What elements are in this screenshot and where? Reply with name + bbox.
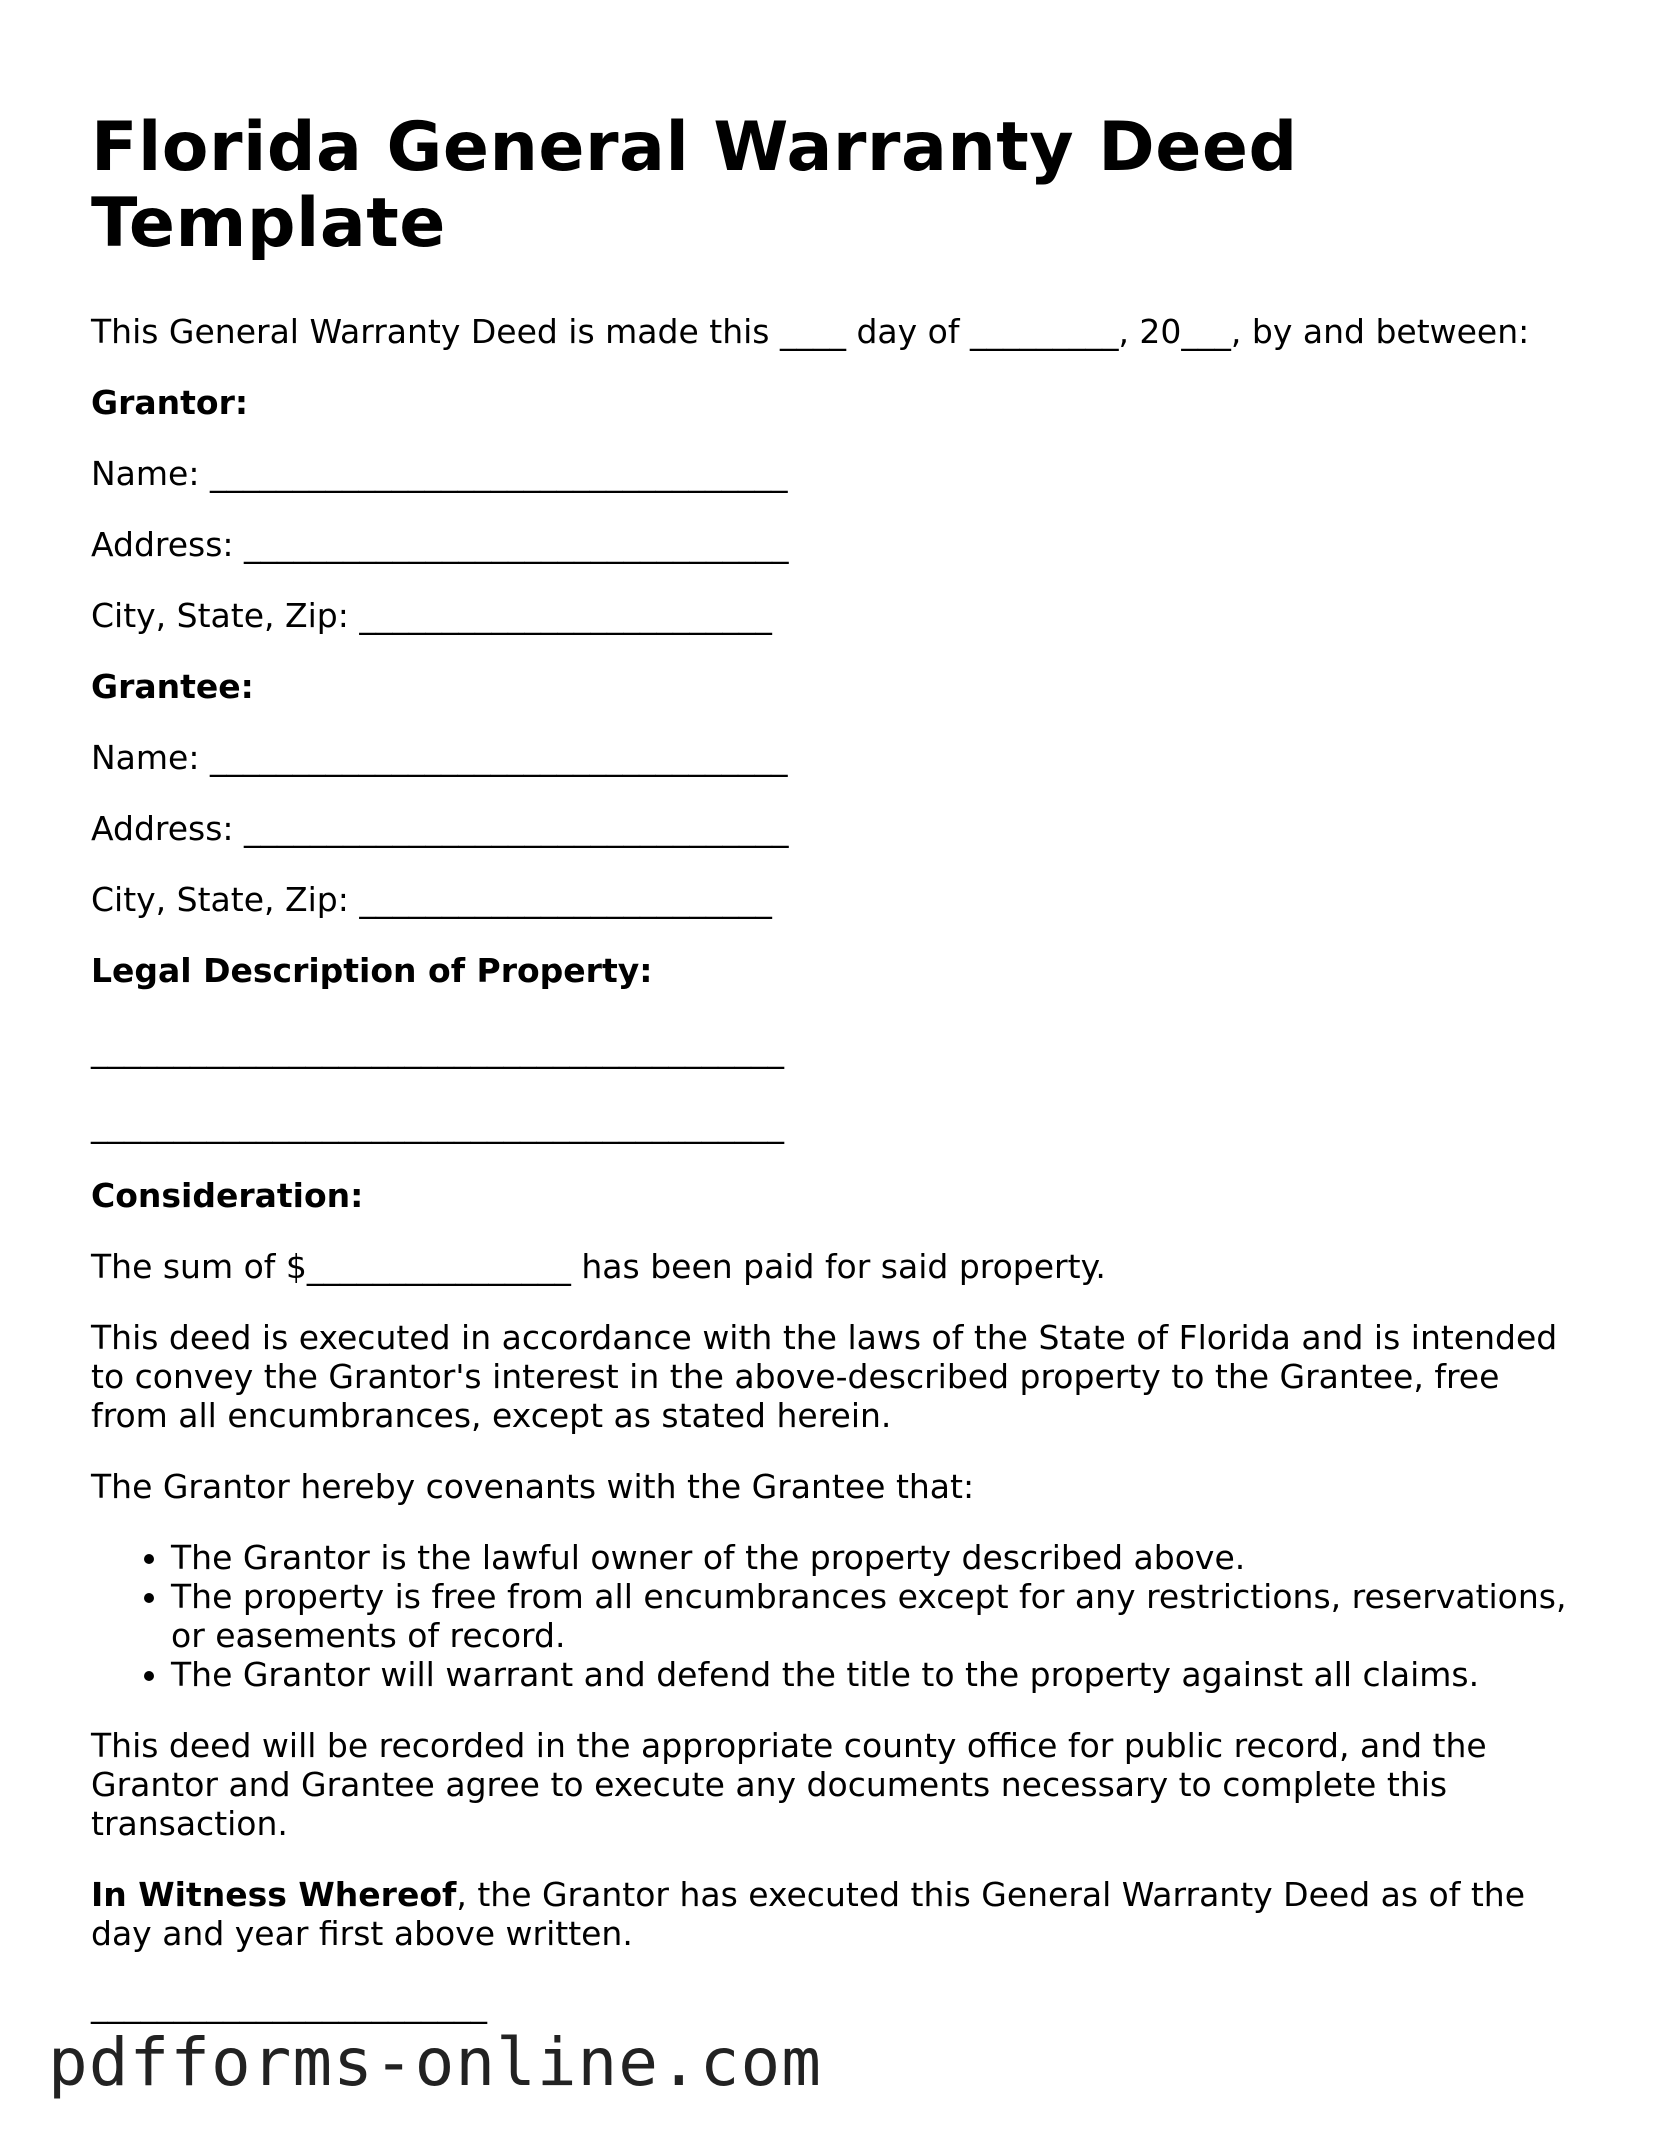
grantee-name-field: Name: ___________________________________ [91,738,788,777]
grantor-heading: Grantor: [91,383,249,422]
legal-description-line-2: __________________________________________ [91,1105,784,1144]
document-title: Florida General Warranty Deed Template [91,108,1298,263]
watermark-text: pdfforms-online.com [48,2024,822,2101]
legal-description-line-1: __________________________________________ [91,1030,784,1069]
document-page [91,110,1571,2024]
witness-paragraph [91,1875,1571,1953]
legal-description-heading: Legal Description of Property: [91,951,653,990]
witness-bold: In Witness Whereof [91,1875,457,1914]
witness-rest: , the Grantor has executed this General Warranty Deed as of the day and year first above written. [91,1875,1525,1953]
grantee-heading: Grantee: [91,667,254,706]
recording-paragraph: This deed will be recorded in the appropriate county office for public record, and the Grantor and Grantee agree to execute any documents necessary to complete this transaction. [91,1726,1487,1843]
grantor-name-field: Name: ___________________________________ [91,454,788,493]
grantor-city-field: City, State, Zip: _________________________ [91,596,772,635]
intro-text: This General Warranty Deed is made this ____ day of _________, 20___, by and between: [91,312,1530,351]
grantor-address-field: Address: _________________________________ [91,525,789,564]
consideration-text: The sum of $________________ has been paid for said property. [91,1247,1106,1286]
covenant-intro: The Grantor hereby covenants with the Grantee that: [91,1467,975,1506]
covenant-item: • The property is free from all encumbrances except for any restrictions, reservations, or easements of record. [171,1577,1571,1655]
conveyance-paragraph: This deed is executed in accordance with the laws of the State of Florida and is intended to convey the Grantor's interest in the above-described property to the Grantee, free from all encumbrances, except as stated herein. [91,1318,1558,1435]
covenant-item: • The Grantor will warrant and defend the title to the property against all claims. [171,1655,1571,1694]
covenant-list [91,1538,1571,1694]
signature-line: ________________________ [91,1985,487,2024]
grantee-address-field: Address: _________________________________ [91,809,789,848]
grantee-city-field: City, State, Zip: _________________________ [91,880,772,919]
consideration-heading: Consideration: [91,1176,364,1215]
covenant-item: • The Grantor is the lawful owner of the property described above. [171,1538,1571,1577]
